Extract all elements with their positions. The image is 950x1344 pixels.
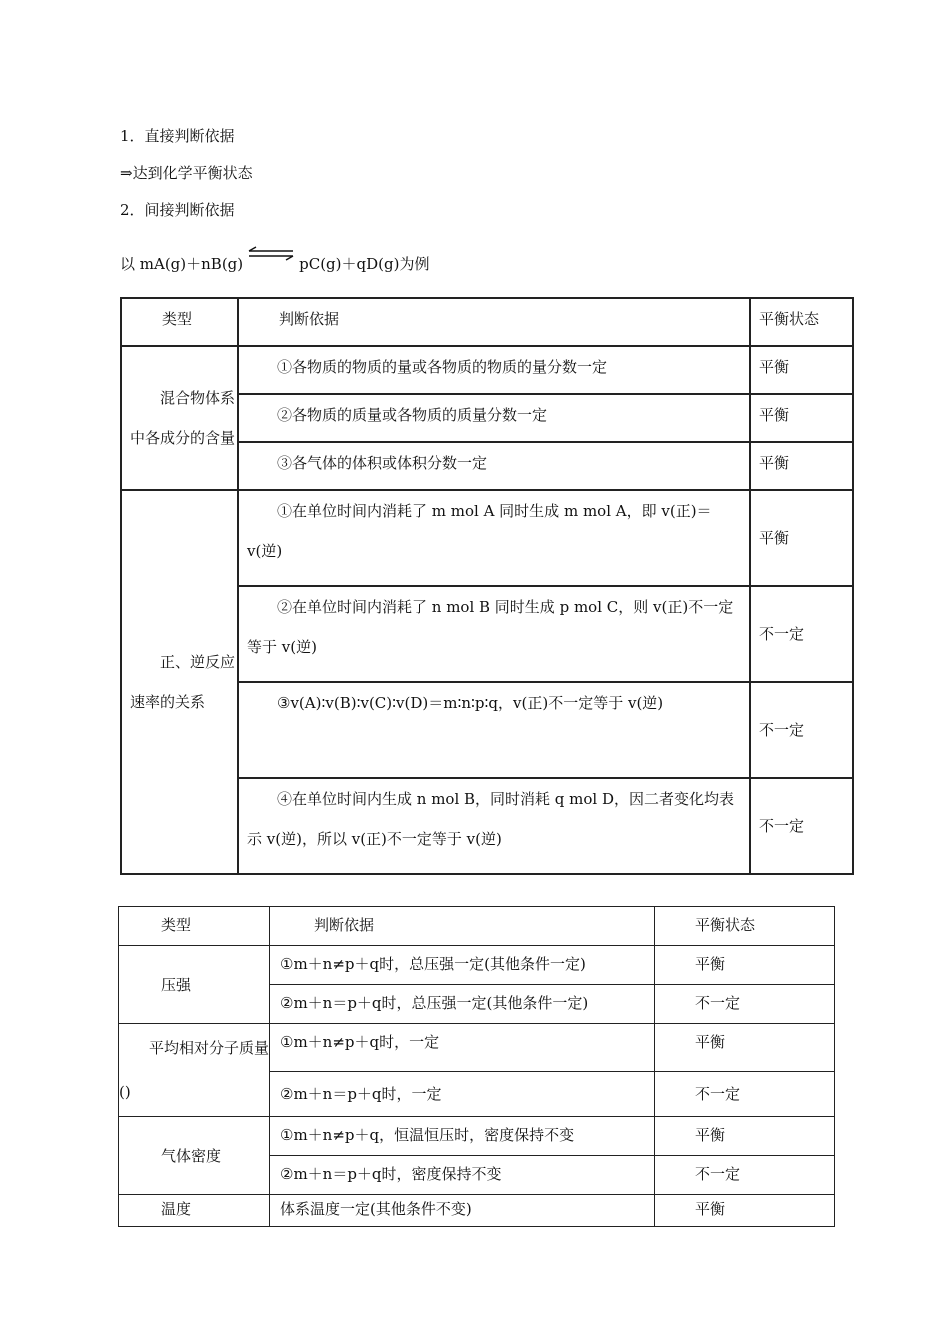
basis-cell: ①m＋n≠p＋q时，总压强一定(其他条件一定) bbox=[270, 946, 655, 985]
basis-cell: ②在单位时间内消耗了 n mol B 同时生成 p mol C，则 v(正)不一定等于 v(逆) bbox=[238, 586, 750, 682]
basis-cell: ①在单位时间内消耗了 m mol A 同时生成 m mol A，即 v(正)＝v(逆) bbox=[238, 490, 750, 586]
state-cell: 不一定 bbox=[750, 586, 853, 682]
table-content-and-rate-criteria bbox=[120, 297, 854, 875]
header-basis: 判断依据 bbox=[238, 298, 750, 346]
table-row bbox=[121, 490, 853, 586]
basis-cell: ①m＋n≠p＋q时，一定 bbox=[270, 1024, 655, 1072]
table-row bbox=[121, 346, 853, 394]
table-row bbox=[119, 946, 835, 985]
state-cell: 平衡 bbox=[750, 442, 853, 490]
equation-prefix: 以 mA(g)＋nB(g) bbox=[120, 255, 244, 273]
basis-cell: ②m＋n＝p＋q时，一定 bbox=[270, 1072, 655, 1117]
basis-cell: 体系温度一定(其他条件不变) bbox=[270, 1195, 655, 1227]
heading-direct-basis: 1．直接判断依据 bbox=[120, 127, 235, 145]
table-header-row bbox=[121, 298, 853, 346]
table-row bbox=[119, 1117, 835, 1156]
equation-suffix: pC(g)＋qD(g)为例 bbox=[299, 255, 430, 273]
reversible-arrow-icon bbox=[247, 244, 295, 264]
equilibrium-arrow-line: ⇒达到化学平衡状态 bbox=[120, 164, 253, 182]
state-cell: 不一定 bbox=[655, 1072, 835, 1117]
heading-indirect-basis: 2．间接判断依据 bbox=[120, 201, 235, 219]
state-cell: 平衡 bbox=[750, 346, 853, 394]
state-cell: 平衡 bbox=[655, 946, 835, 985]
basis-cell: ④在单位时间内生成 n mol B，同时消耗 q mol D，因二者变化均表示 v(逆)，所以 v(正)不一定等于 v(逆) bbox=[238, 778, 750, 874]
state-cell: 不一定 bbox=[750, 778, 853, 874]
type-cell-density: 气体密度 bbox=[119, 1117, 270, 1195]
state-cell: 不一定 bbox=[655, 985, 835, 1024]
basis-cell: ①各物质的物质的量或各物质的物质的量分数一定 bbox=[238, 346, 750, 394]
state-cell: 平衡 bbox=[750, 490, 853, 586]
state-cell: 不一定 bbox=[750, 682, 853, 778]
header-state: 平衡状态 bbox=[655, 907, 835, 946]
header-type: 类型 bbox=[119, 907, 270, 946]
basis-cell: ③v(A)∶v(B)∶v(C)∶v(D)＝m∶n∶p∶q，v(正)不一定等于 v(逆) bbox=[238, 682, 750, 778]
state-cell: 平衡 bbox=[750, 394, 853, 442]
type-cell-rate: 正、逆反应速率的关系 bbox=[121, 490, 238, 874]
state-cell: 不一定 bbox=[655, 1156, 835, 1195]
table-header-row bbox=[119, 907, 835, 946]
reaction-equation bbox=[120, 254, 429, 274]
table-row bbox=[119, 1024, 835, 1072]
state-cell: 平衡 bbox=[655, 1024, 835, 1072]
basis-cell: ①m＋n≠p＋q，恒温恒压时，密度保持不变 bbox=[270, 1117, 655, 1156]
header-state: 平衡状态 bbox=[750, 298, 853, 346]
basis-cell: ②m＋n＝p＋q时，密度保持不变 bbox=[270, 1156, 655, 1195]
table-pressure-mass-density-temperature bbox=[118, 906, 835, 1227]
state-cell: 平衡 bbox=[655, 1195, 835, 1227]
type-cell-temperature: 温度 bbox=[119, 1195, 270, 1227]
basis-cell: ③各气体的体积或体积分数一定 bbox=[238, 442, 750, 490]
basis-cell: ②m＋n＝p＋q时，总压强一定(其他条件一定) bbox=[270, 985, 655, 1024]
type-cell-molar-mass: 平均相对分子质量() bbox=[119, 1024, 270, 1117]
table-row bbox=[119, 1195, 835, 1227]
header-basis: 判断依据 bbox=[270, 907, 655, 946]
type-cell-pressure: 压强 bbox=[119, 946, 270, 1024]
header-type: 类型 bbox=[121, 298, 238, 346]
type-cell-content: 混合物体系中各成分的含量 bbox=[121, 346, 238, 490]
basis-cell: ②各物质的质量或各物质的质量分数一定 bbox=[238, 394, 750, 442]
state-cell: 平衡 bbox=[655, 1117, 835, 1156]
